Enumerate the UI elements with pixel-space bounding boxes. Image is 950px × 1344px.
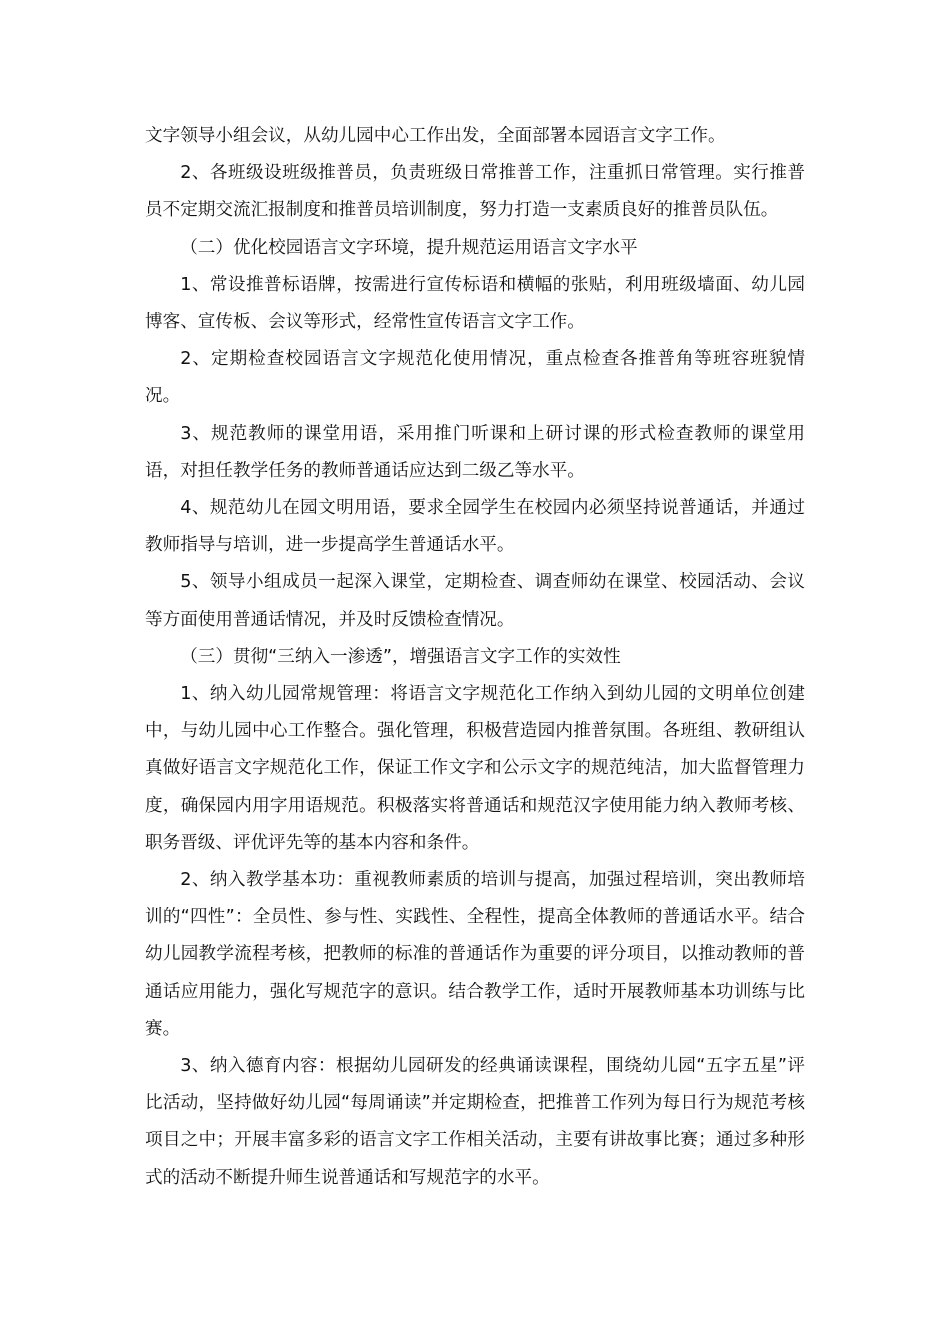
- paragraph-item-1-routine-management: 1、纳入幼儿园常规管理：将语言文字规范化工作纳入到幼儿园的文明单位创建中，与幼儿园中心工作整合。强化管理，积极营造园内推普氛围。各班组、教研组认真做好语言文字规范化工作，保证工作文字和公示文字的规范纯洁，加大监督管理力度，确保园内用字用语规范。积极落实将普通话和规范汉字使用能力纳入教师考核、职务晋级、评优评先等的基本内容和条件。: [145, 684, 805, 853]
- paragraph-item-4-child-language: 4、规范幼儿在园文明用语，要求全园学生在校园内必须坚持说普通话，并通过教师指导与培训，进一步提高学生普通话水平。: [145, 498, 805, 556]
- paragraph-continuation: 文字领导小组会议，从幼儿园中心工作出发，全面部署本园语言文字工作。: [145, 126, 726, 146]
- paragraph-item-3-classroom-language: 3、规范教师的课堂用语，采用推门听课和上研讨课的形式检查教师的课堂用语，对担任教学任务的教师普通话应达到二级乙等水平。: [145, 423, 805, 481]
- section-heading-3: （三）贯彻“三纳入一渗透”，增强语言文字工作的实效性: [180, 646, 621, 667]
- paragraph-item-1-signage: 1、常设推普标语牌，按需进行宣传标语和横幅的张贴，利用班级墙面、幼儿园博客、宣传板、会议等形式，经常性宣传语言文字工作。: [145, 274, 805, 333]
- section-heading-2: （二）优化校园语言文字环境，提升规范运用语言文字水平: [180, 237, 638, 258]
- paragraph-item-3-moral-education: 3、纳入德育内容：根据幼儿园研发的经典诵读课程，围绕幼儿园“五字五星”评比活动，坚持做好幼儿园“每周诵读”并定期检查，把推普工作列为每日行为规范考核项目之中；开展丰富多彩的语言文字工作相关活动，主要有讲故事比赛；通过多种形式的活动不断提升师生说普通话和写规范字的水平。: [145, 1056, 805, 1188]
- paragraph-item-2-teaching-skills: 2、纳入教学基本功：重视教师素质的培训与提高，加强过程培训，突出教师培训的“四性”：全员性、参与性、实践性、全程性，提高全体教师的普通话水平。结合幼儿园教学流程考核，把教师的标准的普通话作为重要的评分项目，以推动教师的普通话应用能力，强化写规范字的意识。结合教学工作，适时开展教师基本功训练与比赛。: [145, 870, 805, 1039]
- document-body: [145, 118, 805, 1197]
- paragraph-item-2-coordinators: 2、各班级设班级推普员，负责班级日常推普工作，注重抓日常管理。实行推普员不定期交流汇报制度和推普员培训制度，努力打造一支素质良好的推普员队伍。: [145, 163, 805, 221]
- paragraph-item-5-leadership-check: 5、领导小组成员一起深入课堂，定期检查、调查师幼在课堂、校园活动、会议等方面使用普通话情况，并及时反馈检查情况。: [145, 572, 805, 630]
- paragraph-item-2-inspection: 2、定期检查校园语言文字规范化使用情况，重点检查各推普角等班容班貌情况。: [145, 349, 805, 407]
